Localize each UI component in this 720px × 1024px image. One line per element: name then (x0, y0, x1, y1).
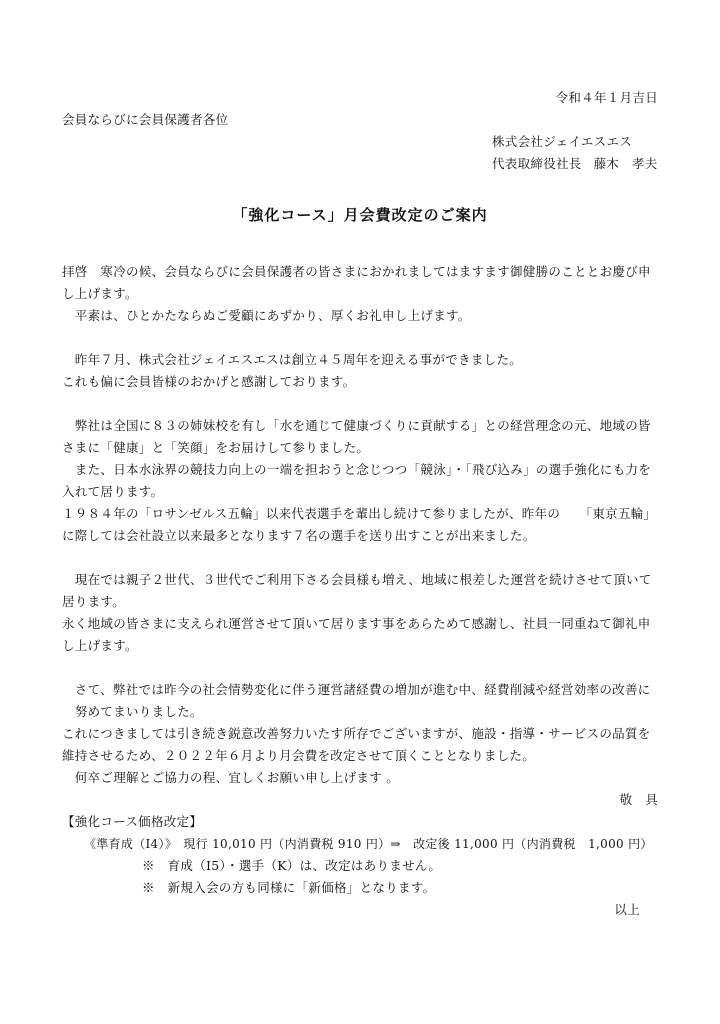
letter-date: 令和４年１月吉日 (555, 90, 658, 105)
body-line: 永く地域の皆さまに支えられ運営させて頂いて居ります事をあらためて感謝し、社員一同重ねて御礼申 (62, 616, 651, 631)
sender-signature (492, 156, 658, 172)
body-line: 維持させるため、２０２２年６月より月会費を改定させて頂くこととなりました。 (62, 748, 536, 763)
body-line: 弊社は全国に８３の姉妹校を有し「水を通じて健康づくりに貢献する」との経営理念の元、地域の皆 (62, 418, 651, 433)
body-line: し上げます。 (62, 286, 138, 301)
body-line: 努めてまいりました。 (62, 704, 203, 719)
price-note: ※ 新規入会の方も同様に「新価格」となります。 (142, 880, 436, 895)
body-line: １９８４年の「ロサンゼルス五輪」以来代表選手を輩出し続けて参りましたが、昨年の 「東京五輪」 (62, 506, 657, 521)
addressee: 会員ならびに会員保護者各位 (62, 112, 229, 127)
body-line: これも偏に会員皆様のおかげと感謝しております。 (62, 374, 356, 389)
body-line: また、日本水泳界の競技力向上の一端を担おうと念じつつ「競泳」・「飛び込み」の選手強化にも力を (62, 462, 652, 477)
closing-keigu: 敬 具 (619, 792, 658, 807)
body-line: 昨年７月、株式会社ジェイエスエスは創立４５周年を迎える事ができました。 (62, 352, 523, 367)
body-line: さまに「健康」と「笑顔」をお届けして参りました。 (62, 440, 370, 455)
sender-company: 株式会社ジェイエスエス (492, 134, 633, 149)
price-section-heading: 【強化コース価格改定】 (62, 814, 203, 829)
body-line: 居ります。 (62, 594, 126, 609)
body-line: 何卒ご理解とご協力の程、宜しくお願い申し上げます 。 (62, 770, 400, 785)
price-note: ※ 育成（I5）・選手（K）は、改定はありません。 (142, 858, 442, 873)
body-line: 入れて居ります。 (62, 484, 164, 499)
price-change-item: 《準育成（I4）》 現行 10,010 円（内消費税 910 円）⇒ 改定後 11,000 円（内消費税 1,000 円） (84, 837, 653, 851)
body-line: 拝啓 寒冷の候、会員ならびに会員保護者の皆さまにおかれましてはますます御健勝のこととお慶び申 (62, 264, 651, 279)
sender-title: 代表取締役社長 (492, 156, 582, 171)
document-title: 「強化コース」月会費改定のご案内 (232, 206, 488, 224)
body-line: 平素は、ひとかたならぬご愛顧にあずかり、厚くお礼申し上げます。 (62, 308, 471, 323)
body-line: さて、弊社では昨今の社会情勢変化に伴う運営諸経費の増加が進む中、経費削減や経営効率の改善に (62, 682, 651, 697)
end-mark: 以上 (614, 902, 640, 917)
body-line: に際しては会社設立以来最多となります７名の選手を送り出すことが出来ました。 (62, 528, 536, 543)
body-line: 現在では親子２世代、３世代でご利用下さる会員様も増え、地域に根差した運営を続けさせて頂いて (62, 572, 652, 587)
sender-name: 藤木 孝夫 (593, 156, 658, 171)
body-line: これにつきましては引き続き鋭意改善努力いたす所存でございますが、施設・指導・サービスの品質を (62, 726, 651, 741)
body-line: し上げます。 (62, 638, 138, 653)
